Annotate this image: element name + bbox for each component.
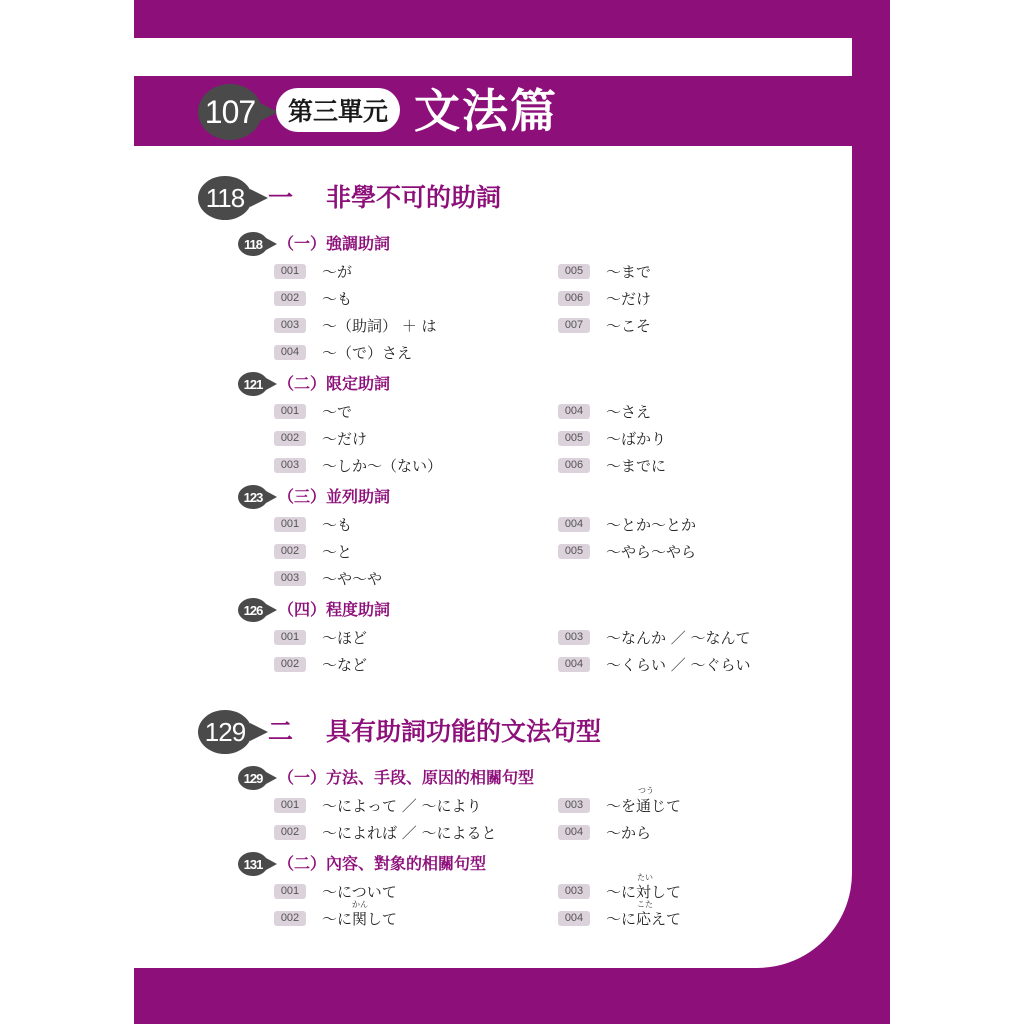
item-number: 001 [274, 884, 306, 899]
section-numeral: 二 [268, 717, 294, 746]
list-item [274, 569, 382, 587]
item-number: 001 [274, 798, 306, 813]
item-number: 003 [274, 458, 306, 473]
list-item [558, 882, 681, 900]
subsection-page-badge: 131 [238, 852, 268, 876]
list-item [274, 402, 352, 420]
item-text: ～くらい ／ ～ぐらい [606, 655, 751, 674]
item-text: ～について [322, 882, 397, 901]
ruby-text: かん [352, 900, 368, 909]
item-number: 005 [558, 264, 590, 279]
list-item [274, 515, 352, 533]
item-text: ～（助詞） ＋ は [322, 316, 437, 335]
subsection-page-badge: 126 [238, 598, 268, 622]
list-item [558, 429, 666, 447]
bottom-band [134, 968, 890, 1024]
section-page-badge: 129 [198, 710, 252, 754]
list-item [558, 316, 651, 334]
item-text: ～を通じて [606, 796, 682, 815]
page-title: 文法篇 [414, 84, 558, 138]
item-text: ～に対して [606, 882, 682, 901]
ruby-text: こた [637, 900, 653, 909]
subsection-title: （二）內容、對象的相關句型 [278, 854, 487, 873]
item-text: ～こそ [606, 316, 652, 335]
list-item [274, 456, 442, 474]
item-text: ～（で）さえ [322, 343, 413, 362]
section-title: 具有助詞功能的文法句型 [326, 717, 602, 746]
item-number: 006 [558, 291, 590, 306]
item-text: ～と [322, 542, 353, 561]
item-number: 004 [558, 517, 590, 532]
list-item [274, 262, 352, 280]
item-text: ～や～や [322, 569, 383, 588]
item-number: 002 [274, 431, 306, 446]
list-item [274, 289, 352, 307]
item-text: ～さえ [606, 402, 652, 421]
item-number: 002 [274, 544, 306, 559]
item-text: ～やら～やら [606, 542, 697, 561]
item-number: 004 [274, 345, 306, 360]
item-number: 003 [274, 318, 306, 333]
item-number: 007 [558, 318, 590, 333]
list-item [274, 628, 367, 646]
item-text: ～から [606, 823, 652, 842]
item-text: ～だけ [606, 289, 652, 308]
right-band [852, 0, 890, 1024]
item-text: ～で [322, 402, 353, 421]
subsection-title: （一）強調助詞 [278, 234, 391, 253]
item-text: ～なんか ／ ～なんて [606, 628, 751, 647]
unit-label: 第三單元 [276, 88, 400, 132]
list-item [274, 823, 497, 841]
item-text: ～など [322, 655, 368, 674]
subsection-title: （三）並列助詞 [278, 487, 391, 506]
item-number: 001 [274, 630, 306, 645]
item-number: 001 [274, 517, 306, 532]
ruby-text: たい [637, 873, 653, 882]
item-text: ～ばかり [606, 429, 667, 448]
list-item [274, 542, 352, 560]
list-item [558, 456, 666, 474]
item-number: 004 [558, 911, 590, 926]
list-item [274, 882, 397, 900]
list-item [558, 262, 651, 280]
item-number: 002 [274, 911, 306, 926]
item-number: 001 [274, 404, 306, 419]
list-item [558, 515, 696, 533]
list-item [274, 429, 367, 447]
subsection-title: （一）方法、手段、原因的相關句型 [278, 768, 535, 787]
item-text: ～によれば ／ ～によると [322, 823, 497, 842]
subsection-page-badge: 121 [238, 372, 268, 396]
item-text: ～とか～とか [606, 515, 697, 534]
item-number: 004 [558, 825, 590, 840]
item-number: 003 [274, 571, 306, 586]
list-item [274, 343, 412, 361]
item-text: ～までに [606, 456, 667, 475]
list-item [558, 909, 681, 927]
item-text: ～も [322, 515, 353, 534]
list-item [558, 402, 651, 420]
subsection-title: （二）限定助詞 [278, 374, 391, 393]
item-number: 002 [274, 291, 306, 306]
top-band [134, 0, 890, 38]
section-title: 非學不可的助詞 [326, 183, 502, 212]
item-number: 002 [274, 657, 306, 672]
item-number: 004 [558, 657, 590, 672]
list-item [274, 796, 482, 814]
header-page-badge: 107 [198, 84, 262, 140]
item-text: ～だけ [322, 429, 368, 448]
list-item [558, 289, 651, 307]
list-item [274, 655, 367, 673]
subsection-page-badge: 129 [238, 766, 268, 790]
section-page-badge: 118 [198, 176, 252, 220]
item-number: 003 [558, 884, 590, 899]
ruby-text: つう [638, 786, 654, 795]
item-text: ～が [322, 262, 353, 281]
item-text: ～も [322, 289, 353, 308]
item-text: ～に応えて [606, 909, 682, 928]
item-number: 006 [558, 458, 590, 473]
list-item [558, 628, 751, 646]
list-item [558, 655, 751, 673]
section-numeral: 一 [268, 183, 294, 212]
item-number: 002 [274, 825, 306, 840]
subsection-page-badge: 118 [238, 232, 268, 256]
subsection-page-badge: 123 [238, 485, 268, 509]
item-text: ～ほど [322, 628, 368, 647]
list-item [558, 542, 696, 560]
item-number: 004 [558, 404, 590, 419]
item-number: 001 [274, 264, 306, 279]
item-number: 005 [558, 544, 590, 559]
list-item [558, 796, 681, 814]
list-item [274, 909, 397, 927]
item-text: ～によって ／ ～により [322, 796, 482, 815]
list-item [558, 823, 651, 841]
item-text: ～しか～（ない） [322, 456, 443, 475]
subsection-title: （四）程度助詞 [278, 600, 391, 619]
item-number: 005 [558, 431, 590, 446]
item-number: 003 [558, 798, 590, 813]
list-item [274, 316, 437, 334]
item-text: ～まで [606, 262, 652, 281]
item-number: 003 [558, 630, 590, 645]
item-text: ～に関して [322, 909, 398, 928]
